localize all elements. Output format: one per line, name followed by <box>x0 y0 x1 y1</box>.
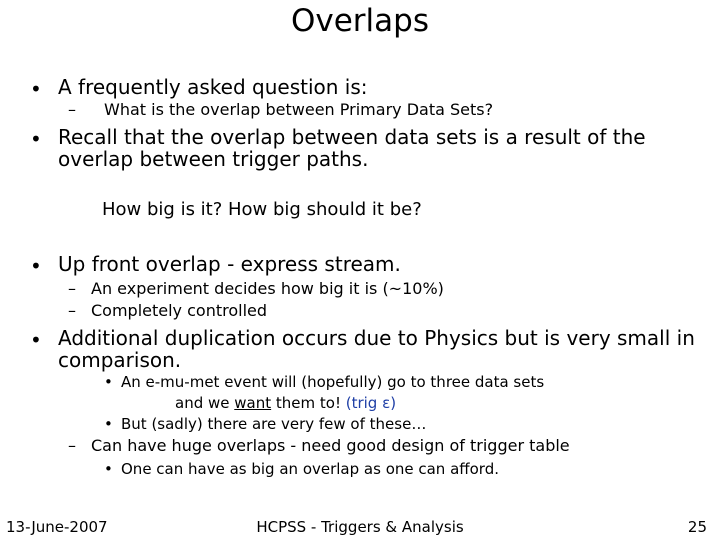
page-number: 25 <box>687 518 707 536</box>
bullet-recall-line1: Recall that the overlap between data sets is a result of the <box>58 125 646 149</box>
bullet-marker: • <box>30 127 42 151</box>
dash-marker: – <box>68 100 76 119</box>
dash-marker: – <box>68 301 76 320</box>
question-line: How big is it? How big should it be? <box>102 199 422 220</box>
bullet-additional-line1: Additional duplication occurs due to Physics but is very small in <box>58 326 695 350</box>
dash-marker: – <box>68 279 76 298</box>
bullet-marker: • <box>30 254 42 278</box>
sub-sub-bullet-sadly: But (sadly) there are very few of these… <box>121 415 427 433</box>
bullet-faq: A frequently asked question is: <box>58 75 368 99</box>
underlined-want: want <box>234 394 272 412</box>
bullet-recall-line2: overlap between trigger paths. <box>58 147 369 171</box>
text-them-to: them to! <box>271 394 346 412</box>
bullet-additional-line2: comparison. <box>58 348 182 372</box>
text-and-we: and we <box>175 394 235 412</box>
bullet-marker: • <box>104 415 113 433</box>
bullet-marker: • <box>104 460 113 478</box>
bullet-upfront: Up front overlap - express stream. <box>58 252 401 276</box>
bullet-marker: • <box>104 373 113 391</box>
sub-bullet-huge-overlaps: Can have huge overlaps - need good design of trigger table <box>91 436 570 455</box>
bullet-marker: • <box>30 77 42 101</box>
trig-epsilon-note: (trig ε) <box>345 394 397 412</box>
sub-sub-bullet-afford: One can have as big an overlap as one can afford. <box>121 460 499 478</box>
slide-title: Overlaps <box>290 3 429 39</box>
footer-date: 13-June-2007 <box>6 518 108 536</box>
sub-bullet-question: What is the overlap between Primary Data Sets? <box>104 100 494 119</box>
sub-sub-bullet-emu-line2 <box>175 395 396 412</box>
sub-sub-bullet-emu-line1: An e-mu-met event will (hopefully) go to three data sets <box>121 373 545 391</box>
bullet-marker: • <box>30 328 42 352</box>
dash-marker: – <box>68 436 76 455</box>
footer-title: HCPSS - Triggers & Analysis <box>256 518 464 536</box>
sub-bullet-experiment: An experiment decides how big it is (~10%) <box>91 279 444 298</box>
sub-bullet-controlled: Completely controlled <box>91 301 268 320</box>
